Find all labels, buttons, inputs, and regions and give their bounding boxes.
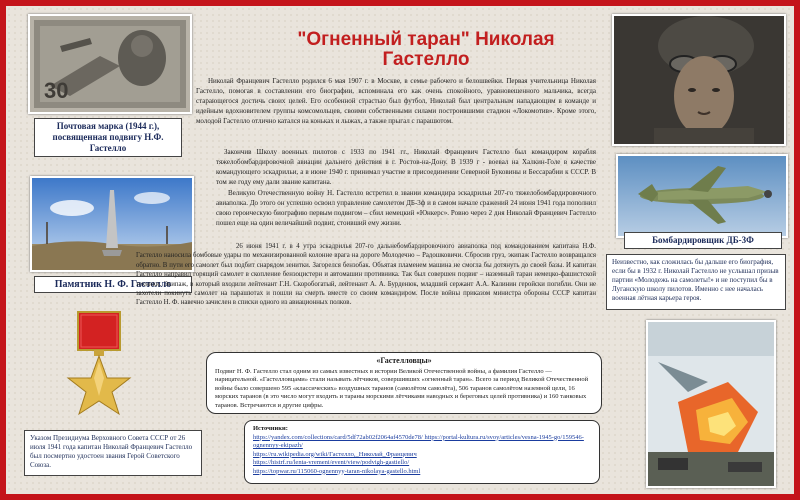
bio-paragraph-2: Закончив Школу военных пилотов с 1933 по 1941 гг., Николай Францевич Гастелло был командиром корабля тяжелобомбардировочной авиации дальнего действия в г. Ростов-на-Дону. В 1939 г - воевал на Халкин-Голе в качестве командующего эскадрильи, а в июне 1940 г. принимал участие в присоединении Северной Буковины и Бессарабии к СССР. В том же году ему дали звание капитана. xyxy=(216,148,596,186)
portrait-illustration xyxy=(614,16,784,144)
gastellovtsy-box xyxy=(206,352,602,414)
biography-military xyxy=(216,147,596,229)
bomber-caption: Бомбардировщик ДБ-3Ф xyxy=(624,232,782,249)
hero-star-medal xyxy=(54,306,144,424)
side-note: Неизвестно, как сложилась бы дальше его биография, если бы в 1932 г. Николай Гастелло не услышал призыв партии «Молодежь на самолеты!» и не поступил бы в Луганскую школу пилотов. Именно с нее началась военная лётная карьера героя. xyxy=(606,254,786,310)
gold-star-icon xyxy=(54,306,144,424)
bomber-illustration xyxy=(618,156,786,236)
stamp-caption: Почтовая марка (1944 г.), посвященная подвигу Н.Ф. Гастелло xyxy=(34,118,182,157)
war-poster-illustration xyxy=(648,322,774,486)
bio-paragraph-3: Великую Отечественную войну Н. Гастелло встретил в звании командира эскадрильи 207-го тяжелобомбардировочного авиаполка. До этого он успешно освоил управление самолетом ДБ-3ф и в самом начале сражений 24 июня 1941 года пополнил свою героическую биографию первым подвигом – сбил немецкий «Юнкерс». Ровно через 2 дня Николай Францевич Гастелло пошел еще на один величайший подвиг, стоивший ему жизни. xyxy=(216,189,596,227)
page-title: "Огненный таран" Николая Гастелло xyxy=(297,29,555,70)
stamp-image xyxy=(28,14,192,114)
bomber-image xyxy=(616,154,788,238)
war-poster-image xyxy=(646,320,776,488)
sources-box xyxy=(244,420,600,484)
source-link-3[interactable]: https://histrf.ru/lenta-vremeni/event/view/podvigh-gastiello/ xyxy=(253,459,410,466)
gastellovtsy-text: Подвиг Н. Ф. Гастелло стал одним из самых известных в истории Великой Отечественной войны, а фамилия Гастелло — нарицательной. «Гастелловцами» стали называть лётчиков, совершивших «огненный таран». Всего за период Великой Отечественной войны было совершено 595 «классических» воздушных таранов (самолётом самолёта), 506 таранов самолётом наземной цели, 16 морских таранов (в это число могут входить и тараны морскими лётчиками наводных и береговых целей противника) и 160 танковых таранов. Встречаются и другие цифры. xyxy=(215,367,589,409)
stamp-value: 30 xyxy=(44,78,69,103)
bio-paragraph-1: Николай Францевич Гастелло родился 6 мая 1907 г. в Москве, в семье рабочего и белошвейки. Первая учительница Николая Гастелло, помогая в составлении его биографии, вспоминала его как очень спокойного, уравновешенного мальчика, всегда старающегося достичь своих целей. Его особенной страстью был футбол, Николай был центральным нападающим в команде и идейным вдохновителем группы комсомольцев, своими собственными силами построившими стадион «Локомотив». Кроме этого, молодой Гастелло отлично катался на коньках и лыжах, а также прыгал с парашютом. xyxy=(196,77,596,125)
bio-paragraph-4: 26 июня 1941 г. в 4 утра эскадрилья 207-го дальнебомбардировочного авиаполка под командованием капитана Н.Ф. Гастелло наносила бомбовые удары по механизированной колонне врага на дороге Молодечно – Радошковичи. Сбросив груз, экипаж Гастелло возвращался обратно. В пути его самолет был подбит снарядом зенитки. Загорелся бензобак. Объятая пламенем машина не смогла бы дотянуть до своей базы. И капитан Гастелло направил горящий самолет в скопление бензоцистерн и автомашин противника. Так был совершен подвиг – наземный таран немецко-фашистской техники. Экипаж, в который входили лейтенант Г.Н. Скоробогатый, лейтенант А. А. Бурденюк, младший сержант А.А. Калинин геройски погибли. Они не захотели покинуть самолет на парашютах и пошли на смерть вместе со своим командиром. После войны приказом министра обороны СССР капитан Гастелло Н. Ф. навечно зачислен в списки одного из авиационных полков. xyxy=(136,243,596,307)
source-link-1[interactable]: https://yandex.com/collections/card/5df72ab02f2064af4570de78/ https://portal-kultura.ru/svoy/articles/vesna-1945-go/159546-ognennyy-ekipazh/ xyxy=(253,433,584,449)
biography-feat xyxy=(136,242,596,308)
portrait-image xyxy=(612,14,786,146)
sources-label: Источники: xyxy=(253,425,288,432)
decree-note: Указом Президиума Верховного Совета СССР от 26 июля 1941 года капитан Николай Францевич Гастелло был посмертно удостоен звания Герой Советского Союза. xyxy=(24,430,202,476)
source-link-4[interactable]: https://topwar.ru/115060-ognennyy-taran-nikolaya-gastello.html xyxy=(253,467,421,475)
source-link-2[interactable]: https://ru.wikipedia.org/wiki/Гастелло,_Николай_Францевич xyxy=(253,450,417,458)
biography xyxy=(196,76,596,127)
gastellovtsy-heading: «Гастелловцы» xyxy=(376,356,432,365)
monument-caption: Памятник Н. Ф. Гастелло xyxy=(34,276,192,293)
poster xyxy=(6,6,794,494)
